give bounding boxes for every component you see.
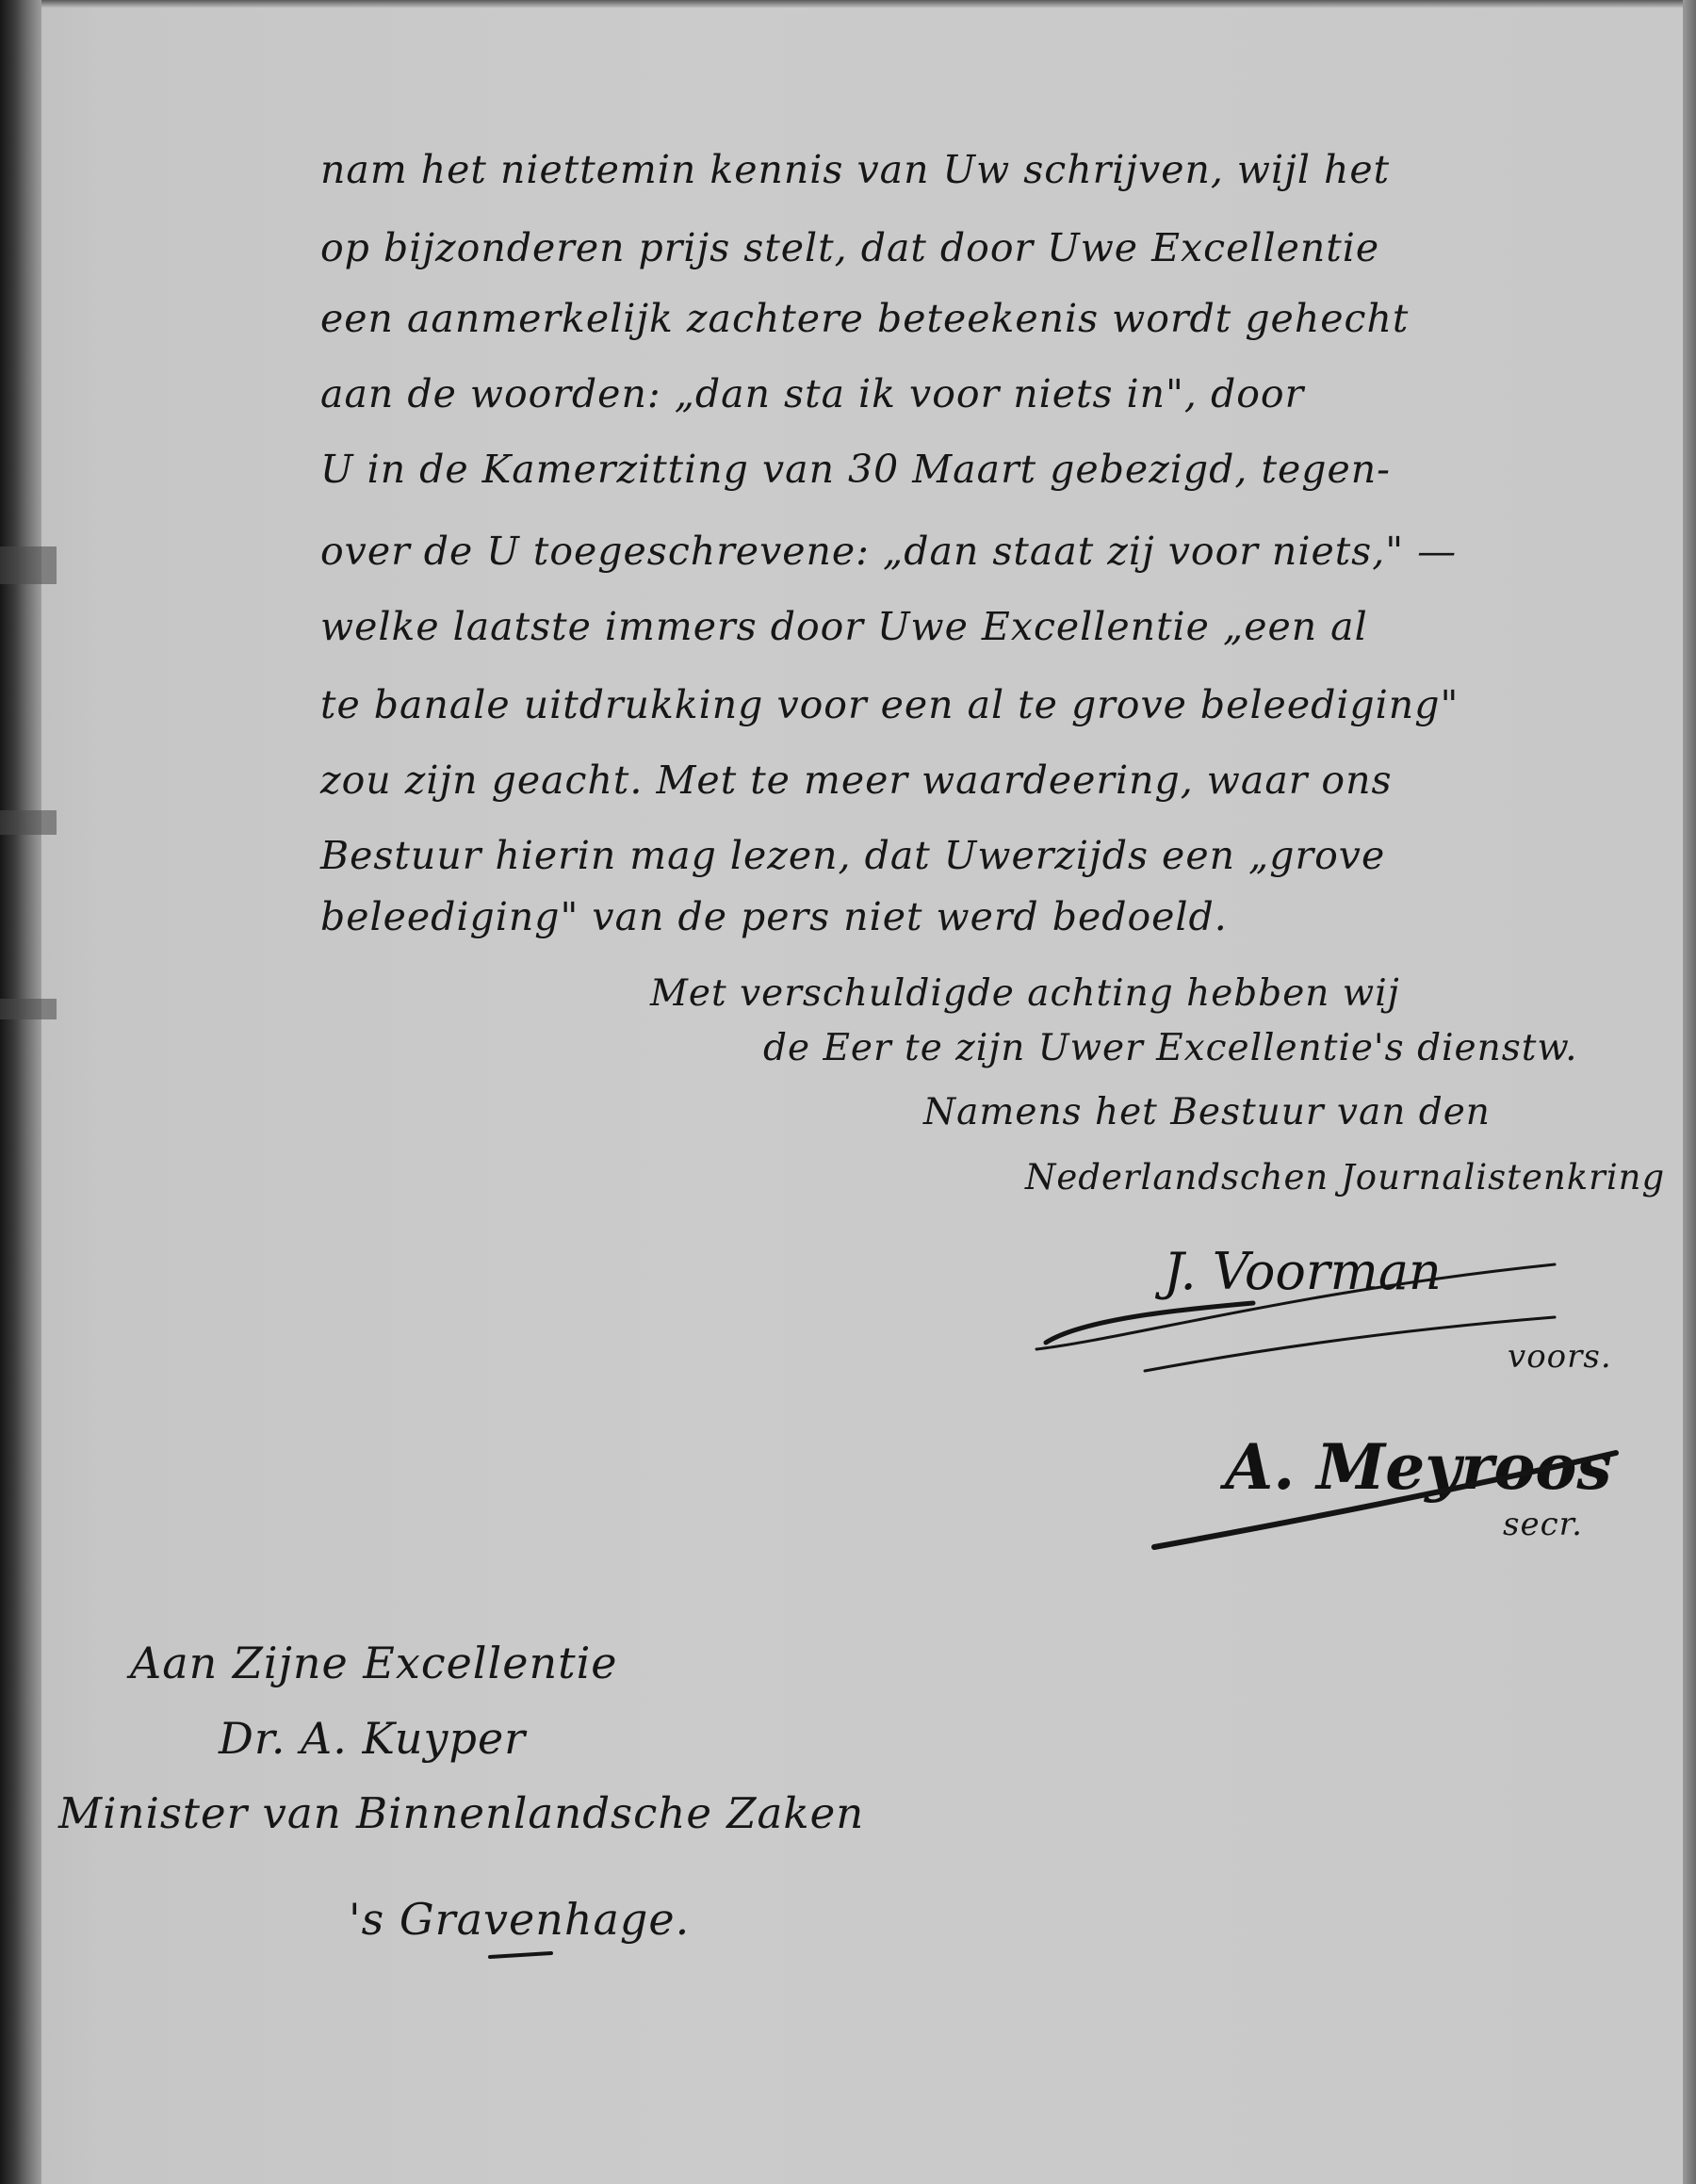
body-line: welke laatste immers door Uwe Excellentie „een al xyxy=(320,604,1368,649)
body-line: op bijzonderen prijs stelt, dat door Uwe Excellentie xyxy=(320,225,1380,270)
paper-tear-mark xyxy=(0,999,57,1019)
paper-tear-mark xyxy=(0,810,57,835)
signature-voorman: J. Voorman xyxy=(1164,1242,1442,1301)
closing-line: Namens het Bestuur van den xyxy=(923,1091,1491,1133)
paper-tear-mark xyxy=(0,546,57,584)
signature-underline xyxy=(1145,1317,1555,1371)
body-line: beleediging" van de pers niet werd bedoeld. xyxy=(320,894,1228,939)
signatory-title-secr: secr. xyxy=(1503,1506,1583,1543)
closing-line: de Eer te zijn Uwer Excellentie's dienstw. xyxy=(763,1027,1578,1069)
body-line: aan de woorden: „dan sta ik voor niets in", door xyxy=(320,371,1305,416)
closing-line: Nederlandschen Journalistenkring xyxy=(1025,1157,1666,1198)
address-line: Dr. A. Kuyper xyxy=(219,1713,527,1764)
body-line: nam het niettemin kennis van Uw schrijven, wijl het xyxy=(320,147,1391,192)
body-line: over de U toegeschrevene: „dan staat zij voor niets," — xyxy=(320,529,1458,574)
binding-edge-shadow xyxy=(0,0,41,2184)
address-line: Minister van Binnenlandsche Zaken xyxy=(58,1788,865,1838)
signature-flourish xyxy=(1046,1303,1253,1343)
address-line: Aan Zijne Excellentie xyxy=(130,1638,618,1688)
signatory-title-voors: voors. xyxy=(1508,1338,1612,1376)
address-underline xyxy=(490,1953,551,1957)
top-paper-edge xyxy=(0,0,1696,8)
body-line: een aanmerkelijk zachtere beteekenis wordt gehecht xyxy=(320,296,1410,341)
body-line: Bestuur hierin mag lezen, dat Uwerzijds een „grove xyxy=(320,833,1386,878)
right-paper-edge xyxy=(1683,0,1696,2184)
signature-meyroos: A. Meyroos xyxy=(1225,1430,1612,1504)
body-line: U in de Kamerzitting van 30 Maart gebezigd, tegen- xyxy=(320,447,1391,492)
body-line: te banale uitdrukking voor een al te grove beleediging" xyxy=(320,682,1460,727)
closing-line: Met verschuldigde achting hebben wij xyxy=(650,972,1400,1015)
body-line: zou zijn geacht. Met te meer waardeering, waar ons xyxy=(320,758,1393,803)
address-line: 's Gravenhage. xyxy=(349,1894,691,1945)
